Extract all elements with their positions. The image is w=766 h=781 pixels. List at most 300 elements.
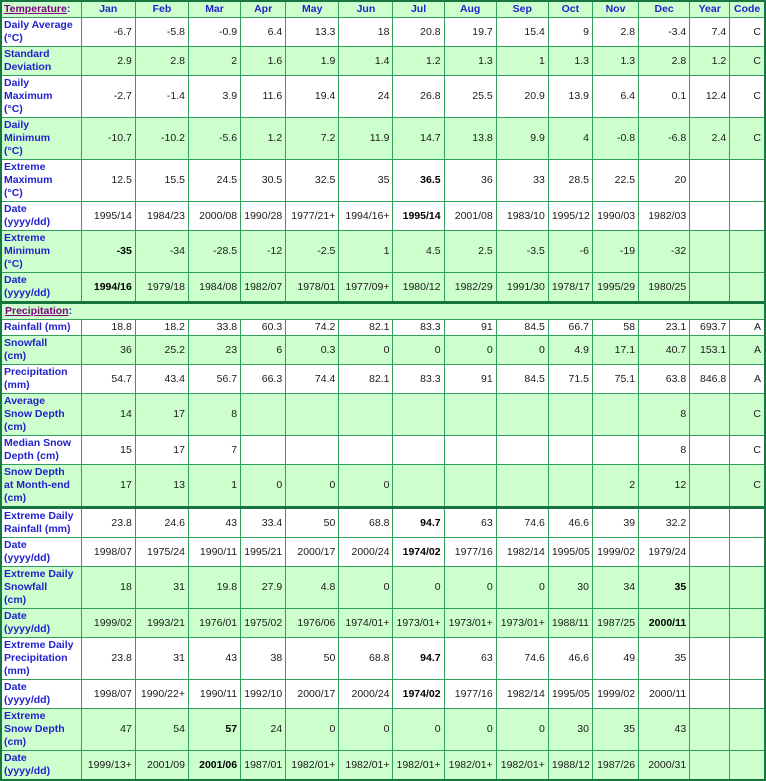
data-cell: 3.9 xyxy=(188,76,240,118)
data-cell: 1982/01+ xyxy=(286,751,339,781)
data-cell: 1.2 xyxy=(393,47,444,76)
data-cell: 1978/17 xyxy=(548,273,592,303)
row-label-line: Snowfall xyxy=(4,581,48,593)
data-cell: 1987/01 xyxy=(241,751,286,781)
code-cell xyxy=(730,567,765,609)
data-cell: 1994/16 xyxy=(81,273,135,303)
data-cell xyxy=(444,436,496,465)
code-cell xyxy=(730,508,765,538)
data-cell: 1974/02 xyxy=(393,538,444,567)
data-cell: -32 xyxy=(639,231,690,273)
data-cell: 1982/01+ xyxy=(444,751,496,781)
data-cell: 1975/24 xyxy=(135,538,188,567)
data-cell: 1978/01 xyxy=(286,273,339,303)
year-cell: 846.8 xyxy=(690,365,730,394)
code-cell: C xyxy=(730,465,765,508)
row-label-line: Daily Average xyxy=(4,19,73,31)
data-cell: 1977/21+ xyxy=(286,202,339,231)
data-cell: 14.7 xyxy=(393,118,444,160)
month-header-mar: Mar xyxy=(188,1,240,18)
data-cell: 2000/08 xyxy=(188,202,240,231)
row-label xyxy=(1,680,81,709)
row-label xyxy=(1,273,81,303)
data-cell: 94.7 xyxy=(393,638,444,680)
data-cell: 6 xyxy=(241,336,286,365)
data-cell: 1984/23 xyxy=(135,202,188,231)
data-cell: 6.4 xyxy=(241,18,286,47)
data-cell: 1980/25 xyxy=(639,273,690,303)
table-row xyxy=(1,567,765,609)
data-cell: 1982/01+ xyxy=(339,751,393,781)
data-cell xyxy=(339,436,393,465)
row-label xyxy=(1,160,81,202)
data-cell: 1.4 xyxy=(339,47,393,76)
data-cell: 1982/01+ xyxy=(496,751,548,781)
data-cell: 23.8 xyxy=(81,638,135,680)
month-header-apr: Apr xyxy=(241,1,286,18)
month-header-nov: Nov xyxy=(592,1,638,18)
data-cell: 1995/14 xyxy=(393,202,444,231)
data-cell: -5.6 xyxy=(188,118,240,160)
data-cell: 1973/01+ xyxy=(444,609,496,638)
data-cell: 19.7 xyxy=(444,18,496,47)
data-cell: 1995/05 xyxy=(548,680,592,709)
row-label-line: (°C) xyxy=(4,32,23,44)
table-row xyxy=(1,609,765,638)
data-cell: 54 xyxy=(135,709,188,751)
data-cell: 1992/10 xyxy=(241,680,286,709)
table-row xyxy=(1,160,765,202)
data-cell: 18.8 xyxy=(81,320,135,336)
data-cell: -5.8 xyxy=(135,18,188,47)
row-label xyxy=(1,709,81,751)
data-cell: 1991/30 xyxy=(496,273,548,303)
row-label xyxy=(1,609,81,638)
row-label-line: Extreme xyxy=(4,161,46,173)
data-cell: 1999/02 xyxy=(592,680,638,709)
data-cell: 1977/09+ xyxy=(339,273,393,303)
year-cell xyxy=(690,680,730,709)
section-header-cell-precipitation xyxy=(1,303,765,320)
data-cell: 20.9 xyxy=(496,76,548,118)
data-cell: 17 xyxy=(135,436,188,465)
data-cell xyxy=(548,465,592,508)
row-label-line: Rainfall (mm) xyxy=(4,321,71,333)
row-label-line: Snowfall xyxy=(4,337,48,349)
table-row xyxy=(1,231,765,273)
data-cell: 43 xyxy=(188,638,240,680)
data-cell: 1982/14 xyxy=(496,538,548,567)
data-cell: 1976/01 xyxy=(188,609,240,638)
data-cell: 32.2 xyxy=(639,508,690,538)
data-cell: 26.8 xyxy=(393,76,444,118)
data-cell: 1995/29 xyxy=(592,273,638,303)
table-row xyxy=(1,751,765,781)
data-cell: 28.5 xyxy=(548,160,592,202)
data-cell: 18 xyxy=(339,18,393,47)
table-row xyxy=(1,47,765,76)
data-cell: -12 xyxy=(241,231,286,273)
data-cell: 17 xyxy=(81,465,135,508)
table-row xyxy=(1,273,765,303)
data-cell: 49 xyxy=(592,638,638,680)
year-cell xyxy=(690,273,730,303)
data-cell: 0 xyxy=(444,567,496,609)
row-label-line: (°C) xyxy=(4,187,23,199)
data-cell: 1 xyxy=(339,231,393,273)
row-label xyxy=(1,336,81,365)
data-cell: 1982/07 xyxy=(241,273,286,303)
data-cell: 68.8 xyxy=(339,638,393,680)
data-cell: 66.3 xyxy=(241,365,286,394)
data-cell: 17 xyxy=(135,394,188,436)
data-cell: 1988/12 xyxy=(548,751,592,781)
data-cell: 13 xyxy=(135,465,188,508)
month-header-jan: Jan xyxy=(81,1,135,18)
data-cell: 1984/08 xyxy=(188,273,240,303)
year-cell xyxy=(690,751,730,781)
year-header: Year xyxy=(690,1,730,18)
row-label xyxy=(1,47,81,76)
data-cell: 43.4 xyxy=(135,365,188,394)
data-cell: 0 xyxy=(286,465,339,508)
data-cell: 13.3 xyxy=(286,18,339,47)
data-cell: 2000/17 xyxy=(286,680,339,709)
table-row xyxy=(1,202,765,231)
month-header-oct: Oct xyxy=(548,1,592,18)
data-cell: 0.3 xyxy=(286,336,339,365)
data-cell: 1976/06 xyxy=(286,609,339,638)
data-cell: 2000/24 xyxy=(339,538,393,567)
data-cell: 1974/01+ xyxy=(339,609,393,638)
temperature-link[interactable]: Temperature xyxy=(4,3,67,15)
data-cell: 25.5 xyxy=(444,76,496,118)
row-label-line: Deviation xyxy=(4,61,52,73)
row-label-line: Precipitation xyxy=(4,366,68,378)
row-label-line: (cm) xyxy=(4,492,27,504)
data-cell: 0 xyxy=(241,465,286,508)
data-cell: 0 xyxy=(496,336,548,365)
data-cell: 1995/21 xyxy=(241,538,286,567)
row-label-line: Minimum xyxy=(4,132,51,144)
year-cell xyxy=(690,465,730,508)
data-cell: 33.8 xyxy=(188,320,240,336)
data-cell xyxy=(286,394,339,436)
data-cell: 15.5 xyxy=(135,160,188,202)
data-cell: 1974/02 xyxy=(393,680,444,709)
data-cell: 12.5 xyxy=(81,160,135,202)
data-cell: 1982/14 xyxy=(496,680,548,709)
data-cell: 20.8 xyxy=(393,18,444,47)
row-label-line: (°C) xyxy=(4,258,23,270)
year-cell: 12.4 xyxy=(690,76,730,118)
data-cell: 1980/12 xyxy=(393,273,444,303)
data-cell: 54.7 xyxy=(81,365,135,394)
row-label xyxy=(1,538,81,567)
row-label-line: (cm) xyxy=(4,421,27,433)
data-cell: 6.4 xyxy=(592,76,638,118)
table-row xyxy=(1,680,765,709)
row-label-line: Date xyxy=(4,274,27,286)
data-cell: -19 xyxy=(592,231,638,273)
data-cell: 50 xyxy=(286,508,339,538)
table-row xyxy=(1,538,765,567)
data-cell: 1988/11 xyxy=(548,609,592,638)
data-cell: 36 xyxy=(81,336,135,365)
data-cell: 0 xyxy=(444,336,496,365)
row-label-line: Snow Depth xyxy=(4,723,65,735)
code-cell xyxy=(730,160,765,202)
data-cell: -6 xyxy=(548,231,592,273)
data-cell: -10.2 xyxy=(135,118,188,160)
year-cell xyxy=(690,394,730,436)
data-cell: 0 xyxy=(339,709,393,751)
table-row xyxy=(1,76,765,118)
row-label xyxy=(1,436,81,465)
data-cell: -10.7 xyxy=(81,118,135,160)
year-cell xyxy=(690,709,730,751)
data-cell: 25.2 xyxy=(135,336,188,365)
data-cell: 31 xyxy=(135,638,188,680)
data-cell: 0 xyxy=(339,336,393,365)
data-cell: 31 xyxy=(135,567,188,609)
data-cell: 38 xyxy=(241,638,286,680)
data-cell: 1995/12 xyxy=(548,202,592,231)
data-cell xyxy=(339,394,393,436)
data-cell: 82.1 xyxy=(339,320,393,336)
code-cell xyxy=(730,231,765,273)
data-cell: 4.8 xyxy=(286,567,339,609)
row-label-line: Date xyxy=(4,203,27,215)
data-cell: 68.8 xyxy=(339,508,393,538)
code-cell xyxy=(730,273,765,303)
row-label-line: (yyyy/dd) xyxy=(4,694,51,706)
data-cell: -2.7 xyxy=(81,76,135,118)
data-cell: 4.9 xyxy=(548,336,592,365)
data-cell: 2.5 xyxy=(444,231,496,273)
data-cell: 1990/03 xyxy=(592,202,638,231)
data-cell xyxy=(592,436,638,465)
data-cell: 1982/01+ xyxy=(393,751,444,781)
data-cell: 12 xyxy=(639,465,690,508)
data-cell: 71.5 xyxy=(548,365,592,394)
data-cell: -3.4 xyxy=(639,18,690,47)
row-label-line: Maximum xyxy=(4,174,53,186)
data-cell: 1995/14 xyxy=(81,202,135,231)
data-cell: 1982/29 xyxy=(444,273,496,303)
code-cell xyxy=(730,202,765,231)
data-cell: -35 xyxy=(81,231,135,273)
data-cell: 1999/02 xyxy=(592,538,638,567)
data-cell xyxy=(393,436,444,465)
data-cell: 63.8 xyxy=(639,365,690,394)
row-label xyxy=(1,365,81,394)
data-cell xyxy=(444,465,496,508)
data-cell: 0 xyxy=(444,709,496,751)
data-cell: 91 xyxy=(444,365,496,394)
code-cell: C xyxy=(730,436,765,465)
data-cell: 0 xyxy=(339,567,393,609)
data-cell: 60.3 xyxy=(241,320,286,336)
data-cell: 40.7 xyxy=(639,336,690,365)
data-cell xyxy=(592,394,638,436)
data-cell: -0.9 xyxy=(188,18,240,47)
data-cell xyxy=(496,394,548,436)
year-cell xyxy=(690,508,730,538)
code-cell xyxy=(730,538,765,567)
data-cell: 22.5 xyxy=(592,160,638,202)
data-cell: 1999/13+ xyxy=(81,751,135,781)
code-cell: C xyxy=(730,76,765,118)
data-cell: 32.5 xyxy=(286,160,339,202)
data-cell: 39 xyxy=(592,508,638,538)
table-row xyxy=(1,320,765,336)
row-label-line: Date xyxy=(4,539,27,551)
data-cell: 30 xyxy=(548,567,592,609)
data-cell: 9 xyxy=(548,18,592,47)
code-cell: C xyxy=(730,394,765,436)
row-label-line: Extreme Daily xyxy=(4,639,74,651)
data-cell: 2.8 xyxy=(592,18,638,47)
data-cell: 1975/02 xyxy=(241,609,286,638)
month-header-aug: Aug xyxy=(444,1,496,18)
row-label xyxy=(1,394,81,436)
data-cell: 30 xyxy=(548,709,592,751)
data-cell: 1993/21 xyxy=(135,609,188,638)
row-label xyxy=(1,465,81,508)
row-label xyxy=(1,751,81,781)
row-label-line: Precipitation xyxy=(4,652,68,664)
data-cell: 30.5 xyxy=(241,160,286,202)
data-cell: 0 xyxy=(339,465,393,508)
data-cell: 36.5 xyxy=(393,160,444,202)
data-cell: 56.7 xyxy=(188,365,240,394)
data-cell: 57 xyxy=(188,709,240,751)
row-label-line: at Month-end xyxy=(4,479,70,491)
data-cell xyxy=(393,465,444,508)
data-cell: 2001/06 xyxy=(188,751,240,781)
data-cell: 82.1 xyxy=(339,365,393,394)
data-cell: 34 xyxy=(592,567,638,609)
code-cell: A xyxy=(730,320,765,336)
data-cell: 74.2 xyxy=(286,320,339,336)
table-row xyxy=(1,465,765,508)
row-label-line: Maximum xyxy=(4,90,53,102)
precipitation-link[interactable]: Precipitation xyxy=(5,305,69,317)
data-cell: 8 xyxy=(188,394,240,436)
data-cell: 1 xyxy=(496,47,548,76)
data-cell: 33 xyxy=(496,160,548,202)
row-label xyxy=(1,76,81,118)
data-cell: 8 xyxy=(639,436,690,465)
data-cell: 83.3 xyxy=(393,320,444,336)
data-cell: 66.7 xyxy=(548,320,592,336)
data-cell: 1.3 xyxy=(592,47,638,76)
data-cell: 2000/31 xyxy=(639,751,690,781)
row-label-line: (cm) xyxy=(4,736,27,748)
row-label-line: Extreme Daily xyxy=(4,510,74,522)
data-cell: 15.4 xyxy=(496,18,548,47)
row-label xyxy=(1,18,81,47)
data-cell: 1.9 xyxy=(286,47,339,76)
year-cell xyxy=(690,231,730,273)
row-label-line: Extreme xyxy=(4,232,46,244)
data-cell: 19.8 xyxy=(188,567,240,609)
data-cell: 2000/11 xyxy=(639,609,690,638)
data-cell: 35 xyxy=(639,567,690,609)
data-cell: 7.2 xyxy=(286,118,339,160)
code-cell xyxy=(730,638,765,680)
data-cell: 1990/28 xyxy=(241,202,286,231)
code-cell xyxy=(730,680,765,709)
data-cell: -2.5 xyxy=(286,231,339,273)
data-cell: 1979/18 xyxy=(135,273,188,303)
table-row xyxy=(1,336,765,365)
data-cell xyxy=(241,436,286,465)
data-cell: 91 xyxy=(444,320,496,336)
data-cell: 2.8 xyxy=(135,47,188,76)
data-cell: 1.2 xyxy=(241,118,286,160)
data-cell: -28.5 xyxy=(188,231,240,273)
code-cell xyxy=(730,751,765,781)
data-cell: 20 xyxy=(639,160,690,202)
data-cell: 83.3 xyxy=(393,365,444,394)
data-cell: 1983/10 xyxy=(496,202,548,231)
data-cell: 4.5 xyxy=(393,231,444,273)
section-header-cell-temperature xyxy=(1,1,81,18)
row-label xyxy=(1,231,81,273)
row-label-line: (yyyy/dd) xyxy=(4,216,51,228)
code-cell: C xyxy=(730,47,765,76)
data-cell xyxy=(548,436,592,465)
data-cell xyxy=(286,436,339,465)
data-cell: 2001/09 xyxy=(135,751,188,781)
table-row xyxy=(1,394,765,436)
row-label-line: Depth (cm) xyxy=(4,450,59,462)
data-cell xyxy=(548,394,592,436)
data-cell xyxy=(444,394,496,436)
data-cell: 46.6 xyxy=(548,638,592,680)
row-label-line: (cm) xyxy=(4,350,27,362)
data-cell: 75.1 xyxy=(592,365,638,394)
year-cell xyxy=(690,436,730,465)
year-cell xyxy=(690,538,730,567)
colon-text: : xyxy=(68,305,73,317)
data-cell: 35 xyxy=(592,709,638,751)
data-cell: 0.1 xyxy=(639,76,690,118)
data-cell: 36 xyxy=(444,160,496,202)
row-label-line: (yyyy/dd) xyxy=(4,765,51,777)
table-row xyxy=(1,365,765,394)
data-cell: 2001/08 xyxy=(444,202,496,231)
data-cell: 2.9 xyxy=(81,47,135,76)
month-header-feb: Feb xyxy=(135,1,188,18)
year-cell xyxy=(690,160,730,202)
row-label-line: (yyyy/dd) xyxy=(4,552,51,564)
row-label-line: Average xyxy=(4,395,46,407)
data-cell: 63 xyxy=(444,638,496,680)
data-cell: 2000/24 xyxy=(339,680,393,709)
data-cell: 23.1 xyxy=(639,320,690,336)
data-cell: -6.8 xyxy=(639,118,690,160)
row-label-line: (°C) xyxy=(4,145,23,157)
year-cell: 7.4 xyxy=(690,18,730,47)
data-cell: 1994/16+ xyxy=(339,202,393,231)
data-cell: 43 xyxy=(188,508,240,538)
data-cell: 2.8 xyxy=(639,47,690,76)
data-cell: 1998/07 xyxy=(81,680,135,709)
section-header-row-temperature xyxy=(1,1,765,18)
